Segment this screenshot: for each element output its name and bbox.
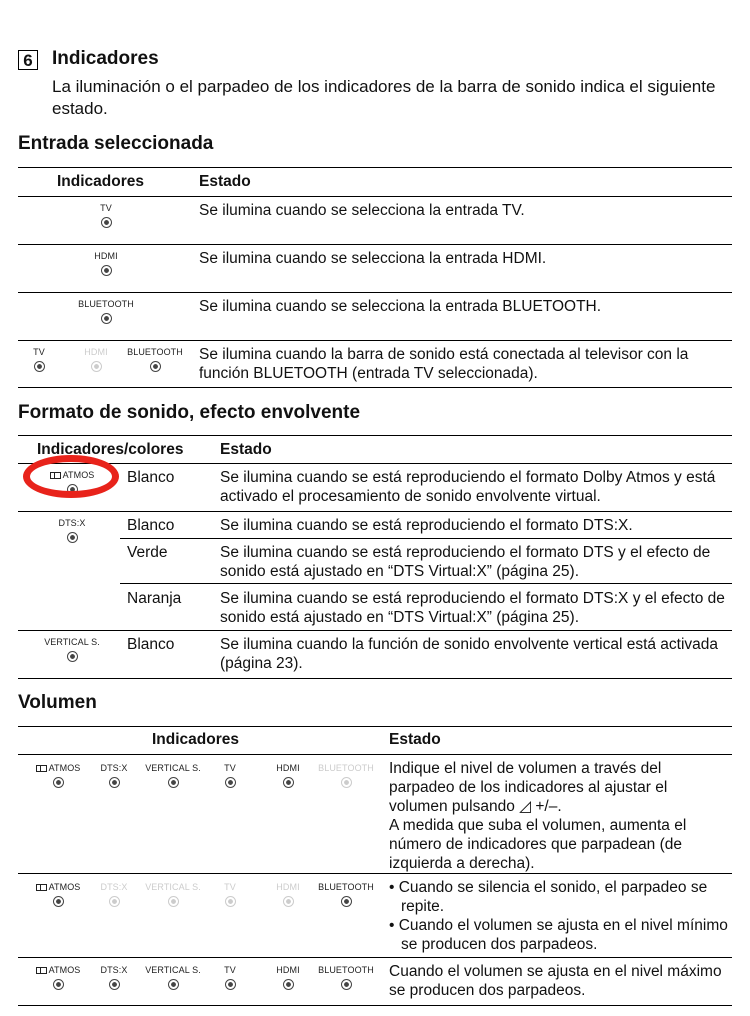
volumen-header-estado: Estado [389, 731, 441, 748]
table-row [24, 518, 120, 543]
indicator-label: DTS:X [58, 518, 86, 528]
table-cell: Se ilumina cuando se selecciona la entrada TV. [199, 202, 525, 219]
indicator-label: TV [224, 882, 236, 892]
indicator-dtsx [94, 965, 134, 990]
indicator-atmos [28, 882, 88, 907]
table-cell: Se ilumina cuando se está reproduciendo el formato DTS y el efecto de sonido está ajustado en “DTS Virtual:X” (página 25). [220, 544, 711, 580]
table-cell: Se ilumina cuando se selecciona la entrada HDMI. [199, 250, 547, 267]
indicator-hdmi [268, 763, 308, 788]
table-cell: Se ilumina cuando se está reproduciendo el formato DTS:X. [220, 517, 633, 534]
divider [120, 538, 732, 539]
table-cell: Se ilumina cuando se está reproduciendo el formato Dolby Atmos y está activado el procesamiento de sonido envolvente virtual. [220, 469, 716, 505]
indicator-dtsx [94, 882, 134, 907]
led-indicator [283, 896, 294, 907]
led-indicator [341, 777, 352, 788]
indicator-label: ATMOS [62, 470, 95, 480]
formato-header-indicadores: Indicadores/colores [37, 441, 184, 458]
indicator-label: HDMI [276, 882, 300, 892]
indicator-bluetooth [316, 763, 376, 788]
indicator-bluetooth [126, 347, 184, 372]
indicator-label: ATMOS [48, 882, 81, 892]
table-cell: Se ilumina cuando se está reproduciendo el formato DTS:X y el efecto de sonido está ajustado en “DTS Virtual:X” (página 25). [220, 590, 725, 626]
table-cell: Se ilumina cuando la función de sonido envolvente vertical está activada (página 23). [220, 636, 719, 672]
led-indicator [109, 979, 120, 990]
divider [18, 630, 732, 631]
estado-line: Indique el nivel de volumen a través del parpadeo de los indicadores al ajustar el volumen pulsando ◿ +/–. [389, 760, 668, 815]
divider [18, 463, 732, 464]
table-cell: Verde [127, 544, 168, 561]
indicator-label: HDMI [94, 251, 118, 261]
indicator-tv [214, 965, 246, 990]
led-indicator [150, 361, 161, 372]
formato-title: Formato de sonido, efecto envolvente [18, 402, 361, 423]
table-cell: Se ilumina cuando se selecciona la entrada BLUETOOTH. [199, 298, 602, 315]
dolby-icon [36, 967, 47, 974]
indicator-hdmi [76, 347, 116, 372]
divider [18, 387, 732, 388]
table-cell: Cuando el volumen se ajusta en el nivel máximo se producen dos parpadeos. [389, 963, 722, 999]
indicator-atmos [28, 763, 88, 788]
section-intro: La iluminación o el parpadeo de los indicadores de la barra de sonido indica el siguiente estado. [52, 77, 716, 118]
bullet-item: • Cuando el volumen se ajusta en el nivel mínimo se producen dos parpadeos. [389, 917, 728, 953]
led-indicator [101, 265, 112, 276]
indicator-vertical [140, 763, 206, 788]
indicator-label: DTS:X [100, 965, 128, 975]
formato-header-estado: Estado [220, 441, 272, 458]
led-indicator [53, 979, 64, 990]
section-title: Indicadores [52, 48, 159, 69]
indicator-label: ATMOS [48, 763, 81, 773]
table-cell [389, 878, 729, 954]
led-indicator [109, 777, 120, 788]
divider [18, 511, 732, 512]
indicator-tv [214, 763, 246, 788]
led-indicator [341, 979, 352, 990]
divider [18, 292, 732, 293]
led-indicator [101, 217, 112, 228]
indicator-label: TV [100, 203, 112, 213]
divider [18, 196, 732, 197]
led-indicator [225, 896, 236, 907]
table-cell: Blanco [127, 517, 175, 534]
section-number: 6 [18, 50, 38, 70]
table-row [56, 251, 156, 276]
led-indicator [67, 532, 78, 543]
indicator-label: TV [33, 347, 45, 357]
entrada-header-estado: Estado [199, 173, 251, 190]
indicator-vertical [140, 882, 206, 907]
table-row [56, 299, 156, 324]
indicator-label: VERTICAL S. [145, 763, 201, 773]
divider [18, 678, 732, 679]
led-indicator [91, 361, 102, 372]
indicator-hdmi [268, 882, 308, 907]
indicator-label: DTS:X [100, 763, 128, 773]
volumen-title: Volumen [18, 692, 97, 713]
indicator-vertical [140, 965, 206, 990]
table-cell [389, 759, 729, 873]
indicator-label: BLUETOOTH [78, 299, 134, 309]
indicator-label: TV [224, 965, 236, 975]
entrada-table-top [18, 167, 732, 168]
indicator-label: BLUETOOTH [127, 347, 183, 357]
volumen-header-indicadores: Indicadores [152, 731, 239, 748]
indicator-label: BLUETOOTH [318, 763, 374, 773]
led-indicator [67, 651, 78, 662]
divider [18, 244, 732, 245]
indicator-tv [214, 882, 246, 907]
table-row [56, 203, 156, 228]
table-cell: Blanco [127, 636, 175, 653]
led-indicator [225, 777, 236, 788]
indicator-tv [24, 347, 54, 372]
led-indicator [168, 896, 179, 907]
divider [18, 754, 732, 755]
led-indicator [168, 979, 179, 990]
indicator-hdmi [268, 965, 308, 990]
indicator-bluetooth [316, 965, 376, 990]
entrada-header-indicadores: Indicadores [57, 173, 144, 190]
entrada-title: Entrada seleccionada [18, 133, 214, 154]
indicator-label: DTS:X [100, 882, 128, 892]
table-cell: Naranja [127, 590, 182, 607]
led-indicator [53, 777, 64, 788]
table-cell: Se ilumina cuando la barra de sonido está conectada al televisor con la función BLUETOOTH (entrada TV seleccionada). [199, 346, 689, 382]
led-indicator [283, 979, 294, 990]
indicator-label: TV [224, 763, 236, 773]
table-row [24, 637, 120, 662]
indicator-label: ATMOS [48, 965, 81, 975]
divider [18, 957, 732, 958]
indicator-label: HDMI [276, 965, 300, 975]
led-indicator [101, 313, 112, 324]
indicator-label: VERTICAL S. [145, 965, 201, 975]
indicator-label: HDMI [276, 763, 300, 773]
led-indicator [109, 896, 120, 907]
led-indicator [283, 777, 294, 788]
dolby-icon [36, 884, 47, 891]
indicator-atmos [28, 965, 88, 990]
led-indicator [341, 896, 352, 907]
dolby-icon [36, 765, 47, 772]
indicator-label: VERTICAL S. [145, 882, 201, 892]
indicator-label: HDMI [84, 347, 108, 357]
indicator-label: VERTICAL S. [44, 637, 100, 647]
estado-line: A medida que suba el volumen, aumenta el número de indicadores que parpadean (de izquierda a derecha). [389, 817, 687, 872]
annotation-circle [23, 455, 119, 498]
divider [18, 340, 732, 341]
divider [18, 873, 732, 874]
bullet-item: • Cuando se silencia el sonido, el parpadeo se repite. [389, 879, 708, 915]
divider [18, 1005, 732, 1006]
led-indicator [225, 979, 236, 990]
indicator-label: BLUETOOTH [318, 882, 374, 892]
indicator-bluetooth [316, 882, 376, 907]
led-indicator [168, 777, 179, 788]
led-indicator [53, 896, 64, 907]
led-indicator [34, 361, 45, 372]
indicator-dtsx [94, 763, 134, 788]
volumen-table-top [18, 726, 732, 727]
indicator-label: BLUETOOTH [318, 965, 374, 975]
formato-table-top [18, 435, 732, 436]
table-cell: Blanco [127, 469, 175, 486]
divider [120, 583, 732, 584]
